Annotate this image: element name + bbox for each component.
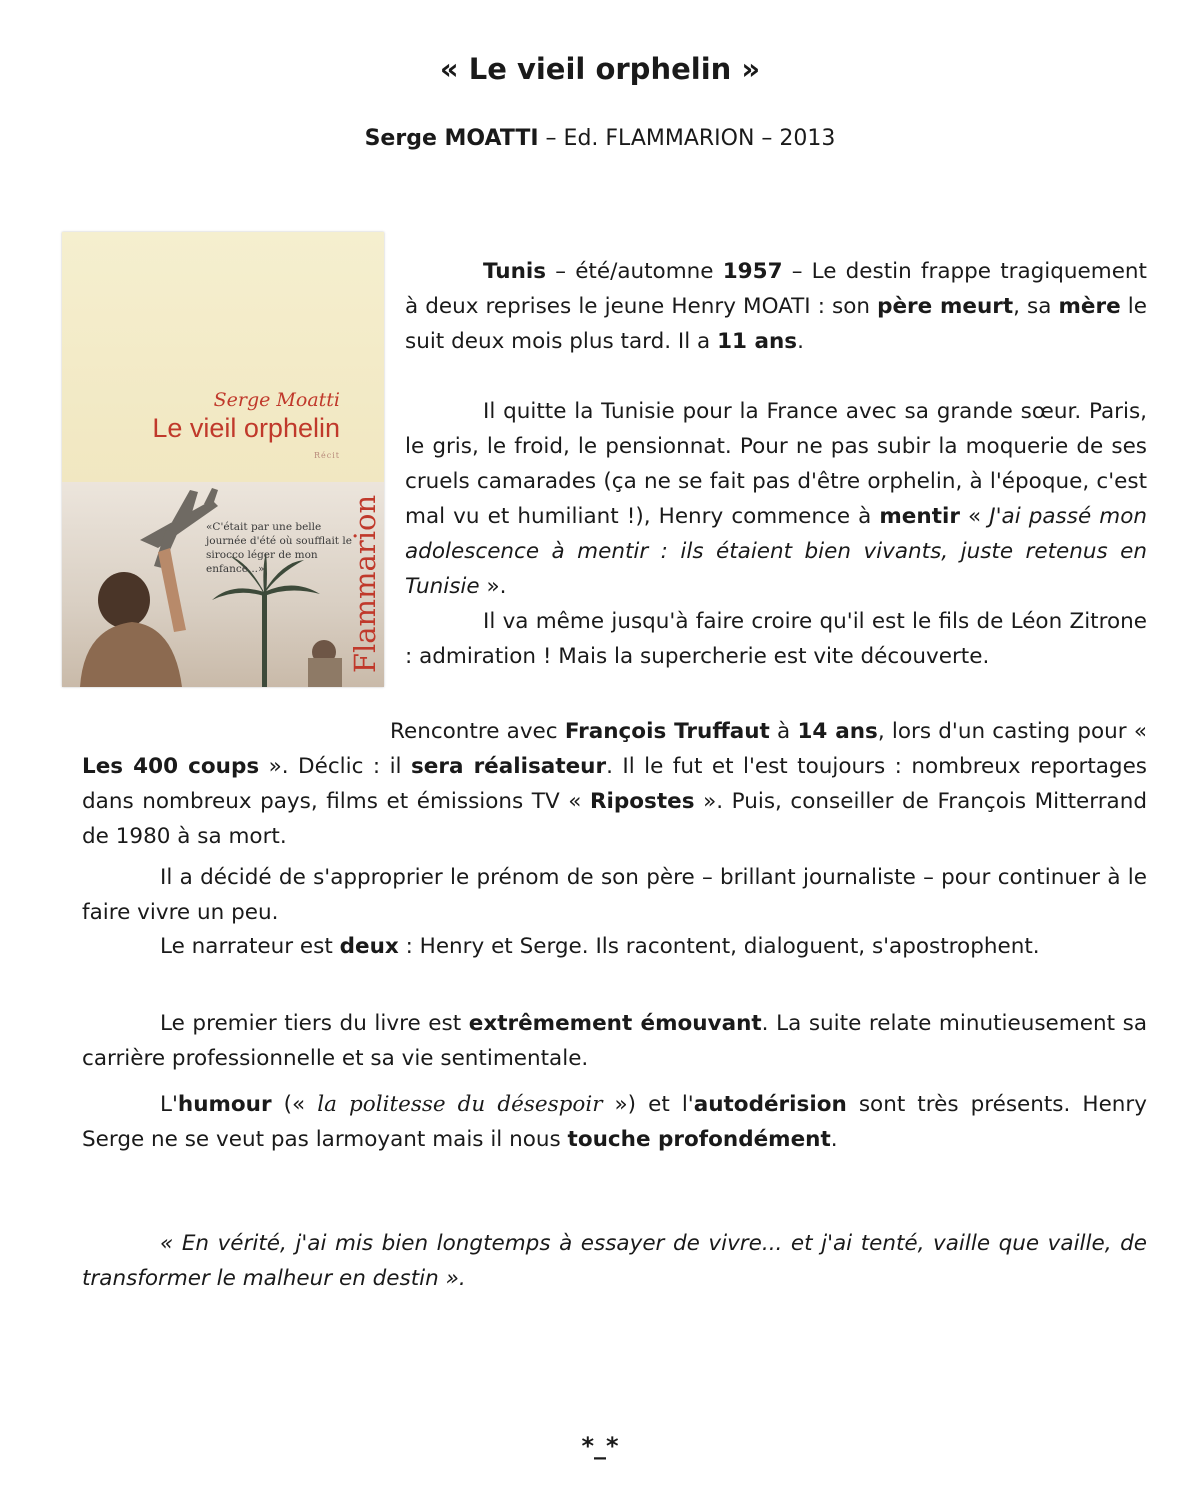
- text-run: . Il le fut et l'est toujours : nombreux reportages dans nombreux pays, films et émissions TV «: [82, 754, 1148, 814]
- paragraph-6: [82, 929, 1147, 964]
- paragraph-8: [82, 1087, 1147, 1157]
- paragraph-2: [405, 394, 1147, 604]
- child-body-shape: [80, 622, 182, 687]
- cover-title: Le vieil orphelin: [152, 413, 340, 443]
- text-run: Il va même jusqu'à faire croire qu'il est le fils de Léon Zitrone : admiration ! Mais la supercherie est vite découverte.: [405, 609, 1147, 669]
- text-run: ») et l': [602, 1092, 694, 1117]
- text-run: le suit deux mois plus tard. Il a: [405, 294, 1147, 354]
- text-run: ». Déclic : il: [259, 754, 411, 779]
- text-bold: humour: [177, 1092, 272, 1117]
- paragraph-5: [82, 860, 1147, 930]
- text-run: L': [160, 1092, 178, 1117]
- text-run: sont très présents. Henry Serge ne se veut pas larmoyant mais il nous: [82, 1092, 1147, 1152]
- publisher-line: – Ed. FLAMMARION – 2013: [538, 126, 836, 151]
- text-run: ». Puis, conseiller de François Mitterrand de 1980 à sa mort.: [82, 789, 1147, 849]
- text-run: .: [830, 1127, 838, 1152]
- author-name: Serge MOATTI: [364, 126, 539, 151]
- text-bold: 1957: [722, 259, 783, 284]
- child-with-plane-photo: [62, 482, 384, 687]
- ending-mark: *_*: [581, 1432, 619, 1460]
- text-run: – Le destin frappe tragiquement à deux reprises le jeune Henry MOATI : son: [405, 259, 1147, 319]
- arm-shape: [158, 548, 186, 632]
- cover-publisher: [345, 484, 384, 684]
- text-bold: Tunis: [483, 259, 547, 284]
- text-run: . La suite relate minutieusement sa carrière professionnelle et sa vie sentimentale.: [82, 1011, 1147, 1071]
- child-head-shape: [98, 572, 150, 628]
- text-run: Rencontre avec: [390, 719, 565, 744]
- book-cover: [62, 232, 384, 687]
- text-bold: Les 400 coups: [82, 754, 260, 779]
- text-run: – été/automne: [546, 259, 723, 284]
- text-bold: deux: [339, 934, 399, 959]
- paragraph-3: [405, 604, 1147, 674]
- cover-author: Serge Moatti: [213, 389, 340, 411]
- text-run: .: [797, 329, 804, 354]
- text-bold: 14 ans: [797, 719, 878, 744]
- text-run: , lors d'un casting pour «: [877, 719, 1148, 744]
- paragraph-7: [82, 1006, 1147, 1076]
- closing-quote: « En vérité, j'ai mis bien longtemps à essayer de vivre... et j'ai tenté, vaille que vaille, de transformer le malheur en destin ».: [82, 1231, 1147, 1291]
- text-run: Il quitte la Tunisie pour la France avec sa grande sœur. Paris, le gris, le froid, le pensionnat. Pour ne pas subir la moquerie de ses cruels camarades (ça ne se fait pas d'être orphelin, à l'époque, c'est mal vu et humiliant !), Henry commence à: [405, 399, 1147, 529]
- paragraph-1: [405, 254, 1147, 359]
- text-bold: mentir: [879, 504, 960, 529]
- text-bold: autodérision: [693, 1092, 847, 1117]
- text-italic: la politesse du désespoir: [317, 1092, 603, 1117]
- cover-quote: «C'était par une belle journée d'été où soufflait le sirocco léger de mon enfance...»: [206, 521, 352, 575]
- text-run: («: [271, 1092, 318, 1117]
- text-run: Il a décidé de s'approprier le prénom de son père – brillant journaliste – pour continuer à le faire vivre un peu.: [82, 865, 1147, 925]
- cover-top-panel: [62, 232, 384, 482]
- paragraph-4: [82, 714, 1147, 854]
- text-run: ».: [479, 574, 507, 599]
- text-bold: sera réalisateur: [410, 754, 607, 779]
- text-bold: extrêmement émouvant: [468, 1011, 762, 1036]
- photographer-body-shape: [308, 658, 342, 687]
- text-run: à: [769, 719, 798, 744]
- text-run: «: [959, 504, 990, 529]
- text-run: , sa: [1013, 294, 1059, 319]
- book-credits: [0, 126, 1200, 151]
- cover-publisher-label: Flammarion: [348, 494, 382, 674]
- text-bold: mère: [1058, 294, 1121, 319]
- text-bold: François Truffaut: [564, 719, 770, 744]
- text-run: Le premier tiers du livre est: [160, 1011, 469, 1036]
- text-bold: 11 ans: [717, 329, 798, 354]
- page-title: « Le vieil orphelin »: [439, 52, 761, 86]
- cover-photo: [62, 482, 384, 687]
- text-bold: père meurt: [877, 294, 1014, 319]
- text-bold: touche profondément: [567, 1127, 831, 1152]
- text-run: Le narrateur est: [160, 934, 340, 959]
- cover-genre: Récit: [313, 451, 340, 460]
- text-run: : Henry et Serge. Ils racontent, dialoguent, s'apostrophent.: [398, 934, 1040, 959]
- text-bold: Ripostes: [589, 789, 695, 814]
- text-italic: J'ai passé mon adolescence à mentir : ils étaient bien vivants, juste retenus en Tunisie: [405, 504, 1147, 599]
